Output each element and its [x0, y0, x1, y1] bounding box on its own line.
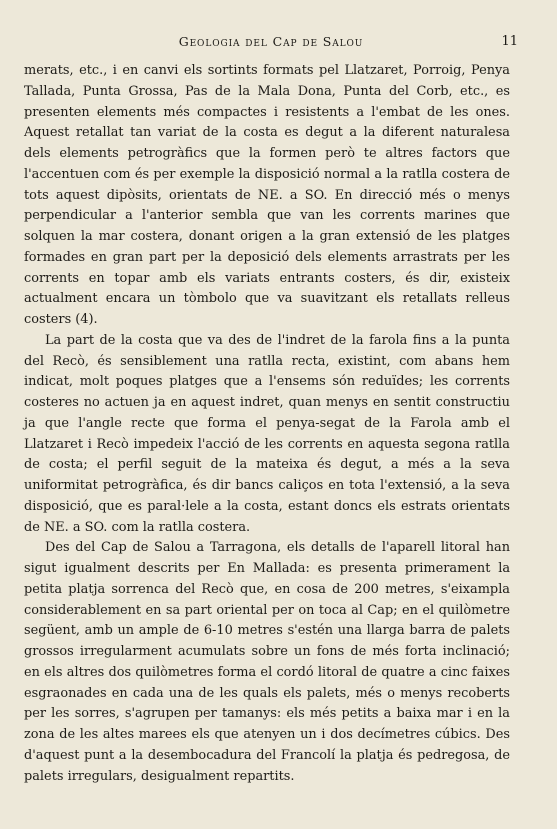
page-number: 11 — [501, 34, 518, 49]
running-head — [24, 34, 518, 54]
running-head-title: Geologia del Cap de Salou — [178, 34, 364, 49]
paragraph-farola-reco: La part de la costa que va des de l'indret de la farola fins a la punta del Recò, és sensiblement una ratlla recta, existint, com abans hem indicat, molt poques platges que a l'ensems són reduïdes; les corrents costeres no actuen ja en aquest indret, quan menys en sentit constructiu ja que l'angle recte que forma el penya-segat de la Farola amb el Llatzaret i Recò impedeix l'acció de les corrents en aquesta segona ratlla de costa; el perfil seguit de la mateixa és degut, a més a la seva uniformitat petrogràfica, és dir bancs caliços en tota l'extensió, a la seva disposició, que es paral·lele a la costa, estant doncs els estrats orientats de NE. a SO. com la ratlla costera. — [24, 332, 510, 535]
body-text — [24, 61, 510, 787]
paragraph-continued: merats, etc., i en canvi els sortints formats pel Llatzaret, Porroig, Penya Tallada, Punta Grossa, Pas de la Mala Dona, Punta del Corb, etc., es presenten elements més compactes i resistents a l'embat de les ones. Aquest retallat tan variat de la costa es degut a la diferent naturalesa dels elements petrogràfics que la formen però te altres factors que l'accentuen com és per exemple la disposició normal a la ratlla costera de tots aquest dipòsits, orientats de NE. a SO. En direcció més o menys perpendicular a l'anterior sembla que van les corrents marines que solquen la mar costera, donant origen a la gran extensió de les platges formades en gran part per la deposició dels elements arrastrats per les corrents en topar amb els variats entrants costers, és dir, existeix actualment encara un tòmbolo que va suavitzant els retallats relleus costers (4). — [24, 63, 510, 327]
paragraph-salou-tarragona: Des del Cap de Salou a Tarragona, els detalls de l'aparell litoral han sigut igualment descrits per En Mallada: es presenta primerament la petita platja sorrenca del Recò que, en cosa de 200 metres, s'eixampla considerablement en sa part oriental per on toca al Cap; en el quilòmetre següent, amb un ample de 6-10 metres s'estén una llarga barra de palets grossos irregularment acumulats sobre un fons de més forta inclinació; en els altres dos quilòmetres forma el cordó litoral de quatre a cinc faixes esgraonades en cada una de les quals els palets, més o menys recoberts per les sorres, s'agrupen per tamanys: els més petits a baixa mar i en la zona de les altes marees els que atenyen un i dos decímetres cúbics. Des d'aquest punt a la desembocadura del Francolí la platja és pedregosa, de palets irregulars, desigualment repartits. — [24, 540, 510, 784]
